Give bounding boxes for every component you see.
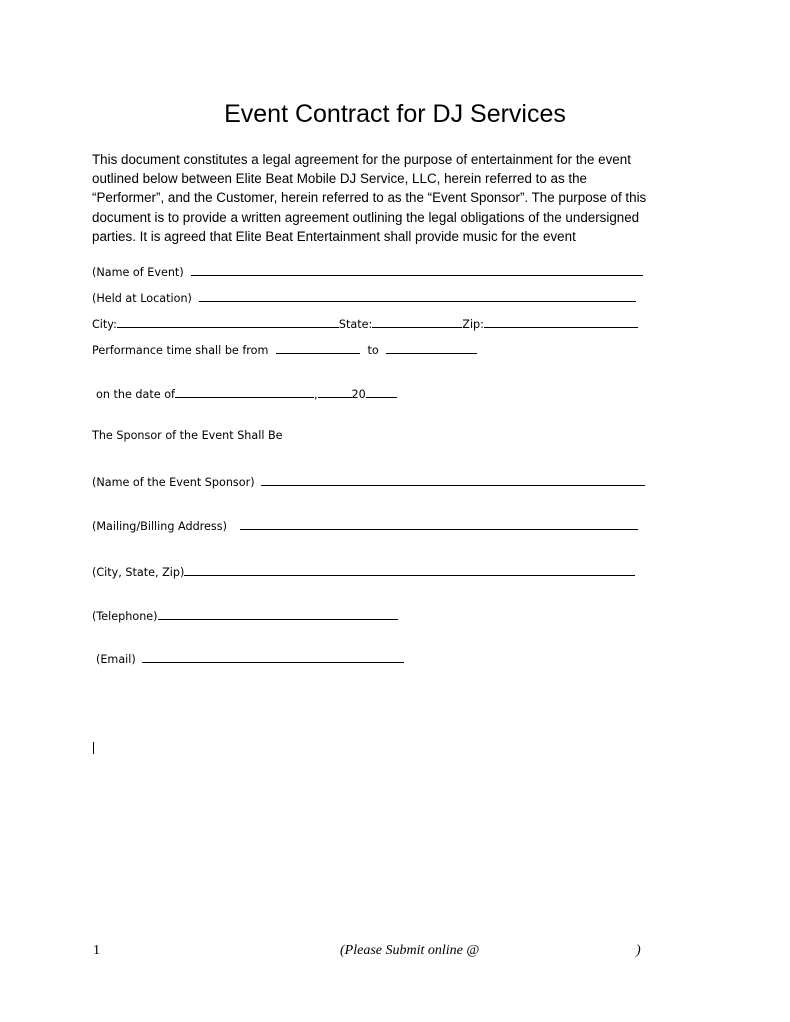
to-label: to <box>367 344 379 357</box>
intro-line: outlined below between Elite Beat Mobile DJ Service, LLC, herein referred to as the <box>92 171 587 187</box>
end-time-field[interactable] <box>386 341 477 354</box>
text-cursor <box>93 742 94 754</box>
event-year-field[interactable] <box>366 385 397 398</box>
name-of-event-row <box>92 263 643 279</box>
comma-separator: , <box>313 388 318 401</box>
sponsor-heading: The Sponsor of the Event Shall Be <box>92 429 283 442</box>
zip-field[interactable] <box>484 315 638 328</box>
state-field[interactable] <box>372 315 462 328</box>
telephone-label: (Telephone) <box>92 610 158 623</box>
year-prefix: 20 <box>351 388 366 401</box>
on-the-date-of-label: on the date of <box>96 388 175 401</box>
city-label: City: <box>92 318 117 331</box>
held-at-location-field[interactable] <box>199 289 636 302</box>
held-at-location-label: (Held at Location) <box>92 292 192 305</box>
intro-line: This document constitutes a legal agreement for the purpose of entertainment for the event <box>92 152 631 167</box>
submit-online-text: (Please Submit online @ <box>340 943 480 958</box>
intro-paragraph <box>92 150 712 246</box>
city-state-zip-sponsor-row <box>92 563 635 579</box>
state-label: State: <box>338 318 373 331</box>
telephone-row <box>92 607 398 623</box>
mailing-address-label: (Mailing/Billing Address) <box>92 520 227 533</box>
performance-time-row <box>92 341 477 357</box>
intro-line: parties. It is agreed that Elite Beat Entertainment shall provide music for the event <box>92 228 576 244</box>
city-field[interactable] <box>117 315 339 328</box>
event-date-field[interactable] <box>175 385 314 398</box>
zip-label: Zip: <box>462 318 484 331</box>
email-label: (Email) <box>96 653 136 666</box>
city-state-zip-field[interactable] <box>184 563 635 576</box>
held-at-location-row <box>92 289 636 305</box>
performance-time-label: Performance time shall be from <box>92 344 269 357</box>
name-of-event-label: (Name of Event) <box>92 266 184 279</box>
submit-closing-paren: ) <box>636 943 641 958</box>
city-state-zip-row <box>92 315 638 331</box>
sponsor-heading-row <box>92 429 283 445</box>
mailing-address-prefix <box>240 517 326 530</box>
sponsor-name-label: (Name of the Event Sponsor) <box>92 476 255 489</box>
sponsor-name-field[interactable] <box>261 473 645 486</box>
event-date-row <box>96 385 397 401</box>
mailing-address-row <box>92 517 638 533</box>
mailing-address-field[interactable] <box>326 517 638 530</box>
email-row <box>96 650 404 666</box>
document-title: Event Contract for DJ Services <box>224 100 566 128</box>
sponsor-name-row <box>92 473 645 489</box>
start-time-field[interactable] <box>276 341 360 354</box>
telephone-field[interactable] <box>171 607 398 620</box>
name-of-event-field[interactable] <box>191 263 643 276</box>
intro-line: document is to provide a written agreement outlining the legal obligations of the undersigned <box>92 209 640 225</box>
email-field[interactable] <box>142 650 404 663</box>
intro-line: “Performer”, and the Customer, herein referred to as the “Event Sponsor”. The purpose of this <box>92 190 647 206</box>
telephone-prefix <box>158 607 171 620</box>
city-state-zip-label: (City, State, Zip) <box>92 566 185 579</box>
year-prefix-blank[interactable] <box>318 385 352 398</box>
page-number: 1 <box>93 943 100 958</box>
